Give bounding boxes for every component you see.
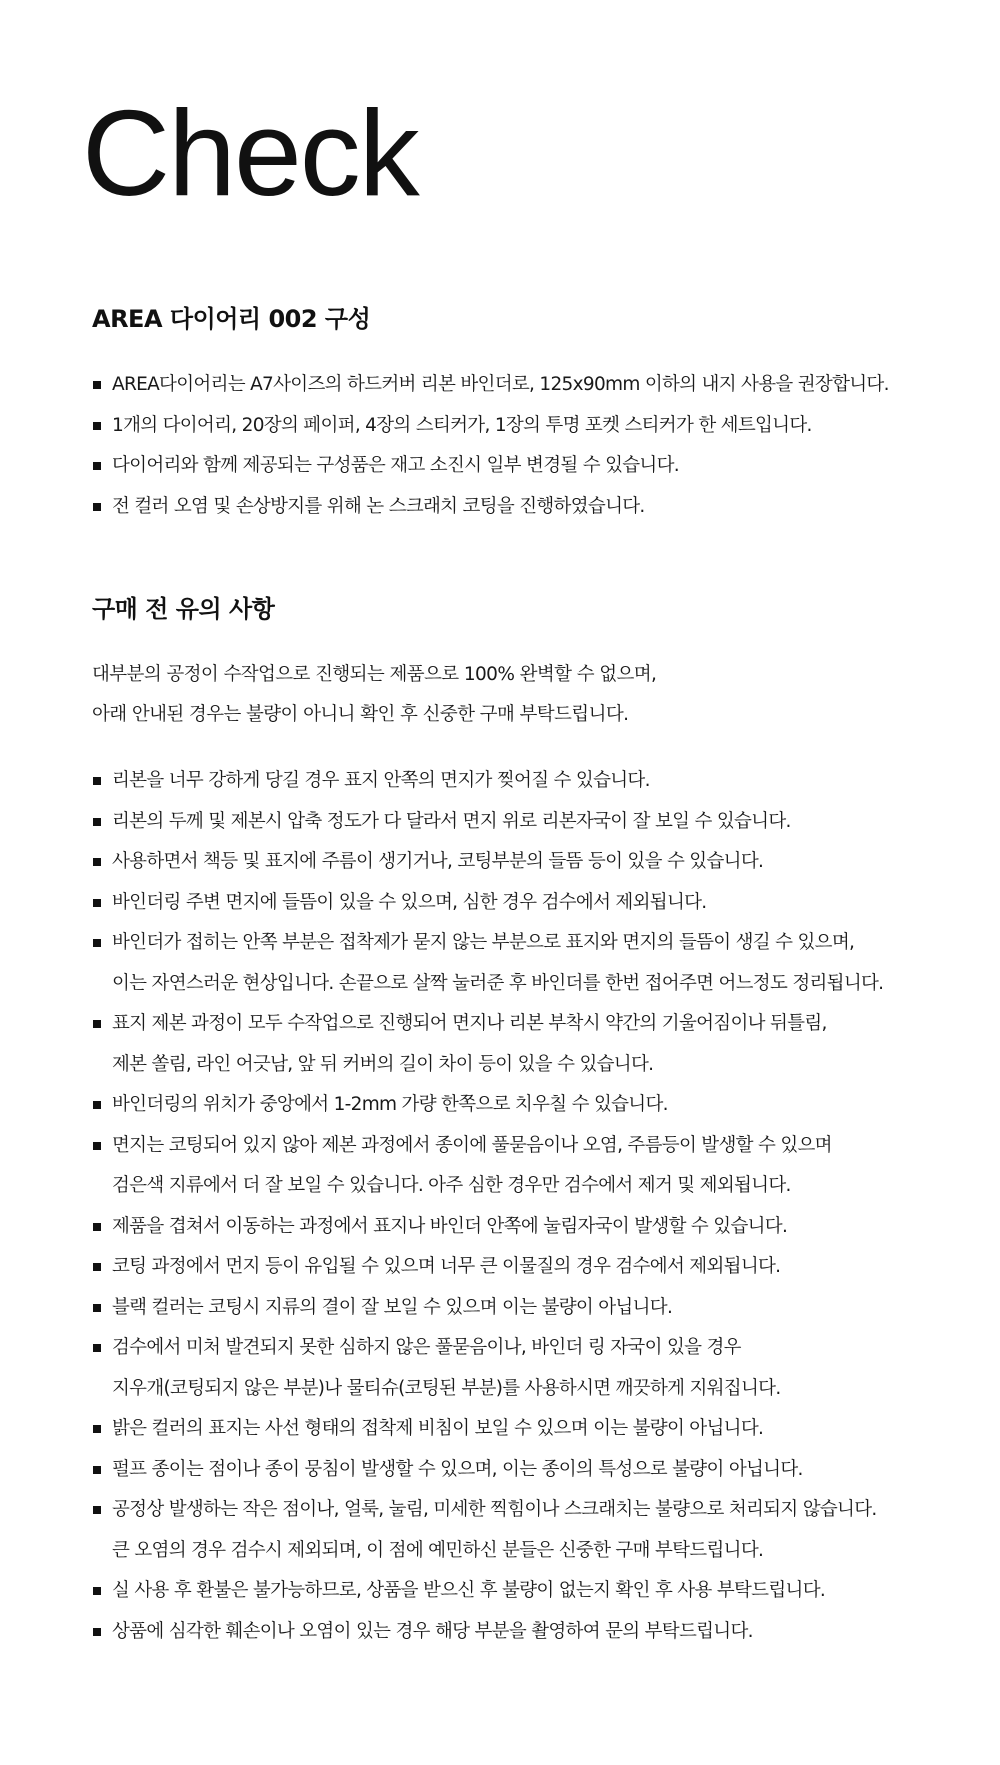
list-item-text: 리본을 너무 강하게 당길 경우 표지 안쪽의 면지가 찢어질 수 있습니다. <box>112 770 650 792</box>
list-item <box>92 1612 972 1653</box>
list-item-text: 바인더링 주변 면지에 들뜸이 있을 수 있으며, 심한 경우 검수에서 제외됩니다. <box>112 891 707 913</box>
section-heading: AREA 다이어리 002 구성 <box>92 305 371 333</box>
bullet-square-icon <box>93 1020 101 1028</box>
list-item <box>92 1004 972 1085</box>
list-item <box>92 1085 972 1126</box>
section-precautions <box>92 594 972 1652</box>
bullet-square-icon <box>93 939 101 947</box>
list-item-text: 다이어리와 함께 제공되는 구성품은 재고 소진시 일부 변경될 수 있습니다. <box>112 455 679 477</box>
bullet-square-icon <box>93 818 101 826</box>
list-item-text: 펄프 종이는 점이나 종이 뭉침이 발생할 수 있으며, 이는 종이의 특성으로 불량이 아닙니다. <box>112 1458 803 1480</box>
intro-paragraph <box>92 655 972 735</box>
list-item <box>92 1288 972 1329</box>
bullet-square-icon <box>93 1506 101 1514</box>
list-item-text: 리본의 두께 및 제본시 압축 정도가 다 달라서 면지 위로 리본자국이 잘 보일 수 있습니다. <box>112 810 791 832</box>
list-item <box>92 1409 972 1450</box>
bullet-square-icon <box>93 1142 101 1150</box>
bullet-square-icon <box>93 899 101 907</box>
list-item-text: 사용하면서 책등 및 표지에 주름이 생기거나, 코팅부분의 들뜸 등이 있을 수 있습니다. <box>112 851 764 873</box>
section-heading: 구매 전 유의 사항 <box>92 595 275 623</box>
list-item-text: AREA다이어리는 A7사이즈의 하드커버 리본 바인더로, 125x90mm 이하의 내지 사용을 권장합니다. <box>112 374 889 396</box>
list-item-text: 제본 쏠림, 라인 어긋남, 앞 뒤 커버의 길이 차이 등이 있을 수 있습니다. <box>112 1053 654 1075</box>
list-item-text: 검은색 지류에서 더 잘 보일 수 있습니다. 아주 심한 경우만 검수에서 제거 및 제외됩니다. <box>112 1175 791 1197</box>
bullet-square-icon <box>93 1223 101 1231</box>
bullet-square-icon <box>93 1466 101 1474</box>
list-item <box>92 1328 972 1409</box>
bullet-square-icon <box>93 858 101 866</box>
intro-line: 아래 안내된 경우는 불량이 아니니 확인 후 신중한 구매 부탁드립니다. <box>92 704 629 726</box>
bullet-square-icon <box>93 1628 101 1636</box>
list-item-text: 바인더가 접히는 안쪽 부분은 접착제가 묻지 않는 부분으로 표지와 면지의 들뜸이 생길 수 있으며, <box>112 932 855 954</box>
list-item <box>92 883 972 924</box>
bullet-square-icon <box>93 422 101 430</box>
list-item <box>92 1490 972 1571</box>
bullet-list <box>92 365 972 527</box>
list-item-text: 표지 제본 과정이 모두 수작업으로 진행되어 면지나 리본 부착시 약간의 기울어짐이나 뒤틀림, <box>112 1013 827 1035</box>
list-item <box>92 365 972 406</box>
list-item <box>92 446 972 487</box>
list-item-text: 1개의 다이어리, 20장의 페이퍼, 4장의 스티커가, 1장의 투명 포켓 스티커가 한 세트입니다. <box>112 414 812 436</box>
list-item-text: 전 컬러 오염 및 손상방지를 위해 논 스크래치 코팅을 진행하였습니다. <box>112 495 645 517</box>
list-item <box>92 761 972 802</box>
list-item-text: 지우개(코팅되지 않은 부분)나 물티슈(코팅된 부분)를 사용하시면 깨끗하게 지워집니다. <box>112 1377 781 1399</box>
list-item <box>92 1450 972 1491</box>
list-item <box>92 842 972 883</box>
bullet-square-icon <box>93 1425 101 1433</box>
bullet-square-icon <box>93 503 101 511</box>
bullet-square-icon <box>93 381 101 389</box>
list-item <box>92 487 972 528</box>
list-item <box>92 1207 972 1248</box>
bullet-square-icon <box>93 1344 101 1352</box>
list-item-text: 실 사용 후 환불은 불가능하므로, 상품을 받으신 후 불량이 없는지 확인 후 사용 부탁드립니다. <box>112 1580 826 1602</box>
list-item-text: 제품을 겹쳐서 이동하는 과정에서 표지나 바인더 안쪽에 눌림자국이 발생할 수 있습니다. <box>112 1215 788 1237</box>
intro-line: 대부분의 공정이 수작업으로 진행되는 제품으로 100% 완벽할 수 없으며, <box>92 664 657 686</box>
list-item <box>92 923 972 1004</box>
list-item-text: 공정상 발생하는 작은 점이나, 얼룩, 눌림, 미세한 찍힘이나 스크래치는 불량으로 처리되지 않습니다. <box>112 1499 877 1521</box>
list-item-text: 큰 오염의 경우 검수시 제외되며, 이 점에 예민하신 분들은 신중한 구매 부탁드립니다. <box>112 1539 764 1561</box>
list-item <box>92 406 972 447</box>
list-item <box>92 1571 972 1612</box>
bullet-square-icon <box>93 1101 101 1109</box>
page-title: Check <box>82 85 418 221</box>
list-item-text: 검수에서 미처 발견되지 못한 심하지 않은 풀묻음이나, 바인더 링 자국이 있을 경우 <box>112 1337 741 1359</box>
bullet-square-icon <box>93 1263 101 1271</box>
list-item-text: 이는 자연스러운 현상입니다. 손끝으로 살짝 눌러준 후 바인더를 한번 접어주면 어느정도 정리됩니다. <box>112 972 884 994</box>
bullet-square-icon <box>93 1304 101 1312</box>
list-item-text: 바인더링의 위치가 중앙에서 1-2mm 가량 한쪽으로 치우칠 수 있습니다. <box>112 1094 668 1116</box>
bullet-list <box>92 761 972 1652</box>
list-item <box>92 1126 972 1207</box>
list-item-text: 면지는 코팅되어 있지 않아 제본 과정에서 종이에 풀묻음이나 오염, 주름등이 발생할 수 있으며 <box>112 1134 832 1156</box>
list-item <box>92 802 972 843</box>
list-item-text: 블랙 컬러는 코팅시 지류의 결이 잘 보일 수 있으며 이는 불량이 아닙니다. <box>112 1296 673 1318</box>
list-item-text: 밝은 컬러의 표지는 사선 형태의 접착제 비침이 보일 수 있으며 이는 불량이 아닙니다. <box>112 1418 764 1440</box>
list-item-text: 상품에 심각한 훼손이나 오염이 있는 경우 해당 부분을 촬영하여 문의 부탁드립니다. <box>112 1620 753 1642</box>
bullet-square-icon <box>93 777 101 785</box>
list-item <box>92 1247 972 1288</box>
bullet-square-icon <box>93 462 101 470</box>
bullet-square-icon <box>93 1587 101 1595</box>
list-item-text: 코팅 과정에서 먼지 등이 유입될 수 있으며 너무 큰 이물질의 경우 검수에서 제외됩니다. <box>112 1256 781 1278</box>
section-composition <box>92 304 972 527</box>
